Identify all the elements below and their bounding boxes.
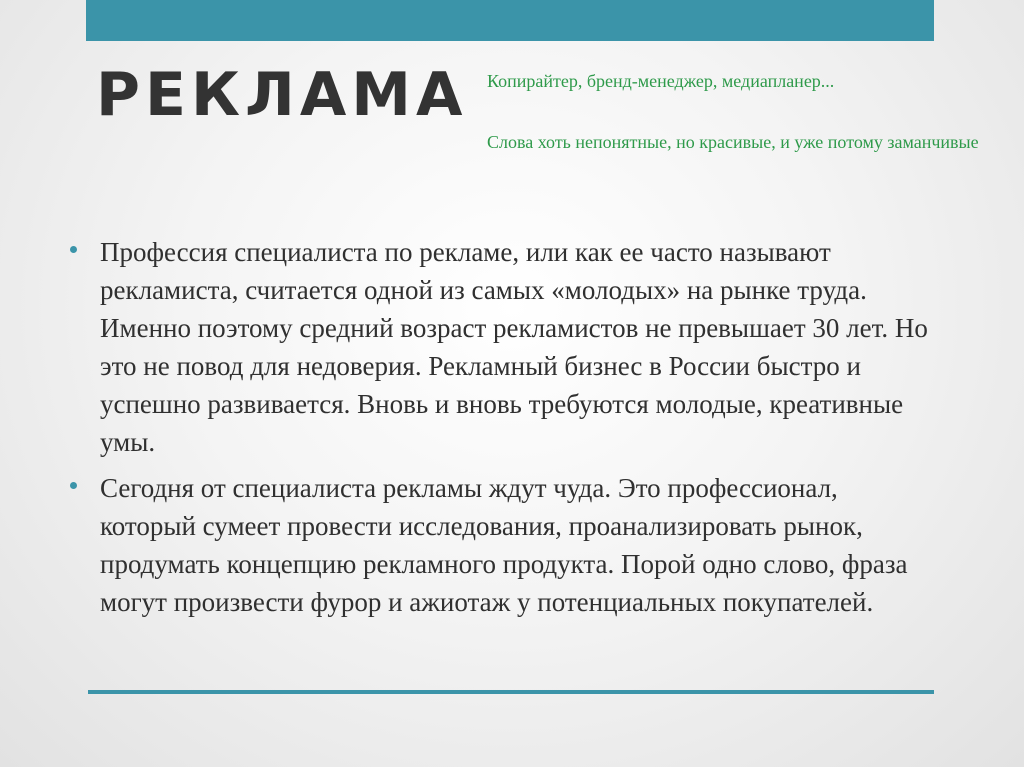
bullet-dot-icon [70, 482, 77, 489]
bullet-dot-icon [70, 246, 77, 253]
bullet-list [70, 233, 940, 621]
slide-title: РЕКЛАМА [96, 60, 468, 130]
bullet-item [70, 469, 940, 621]
subtitle-line-2: Слова хоть непонятные, но красивые, и уже потому заманчивые [487, 132, 979, 152]
subtitle-spacer [487, 96, 997, 127]
top-accent-bar [86, 0, 934, 41]
bullet-text: Профессия специалиста по рекламе, или как ее часто называют рекламиста, считается одной из самых «молодых» на рынке труда. Именно поэтому средний возраст рекламистов не превышает 30 лет. Но это не повод для недоверия. Рекламный бизнес в России быстро и успешно развивается. Вновь и вновь требуются молодые, креативные умы. [100, 237, 928, 457]
bottom-divider [88, 690, 934, 694]
subtitle-line-1: Копирайтер, бренд-менеджер, медиапланер... [487, 71, 835, 91]
bullet-text: Сегодня от специалиста рекламы ждут чуда. Это профессионал, который сумеет провести исследования, проанализировать рынок, продумать концепцию рекламного продукта. Порой одно слово, фраза могут произвести фурор и ажиотаж у потенциальных покупателей. [100, 473, 908, 617]
slide-subtitle [487, 66, 997, 157]
bullet-item [70, 233, 940, 461]
